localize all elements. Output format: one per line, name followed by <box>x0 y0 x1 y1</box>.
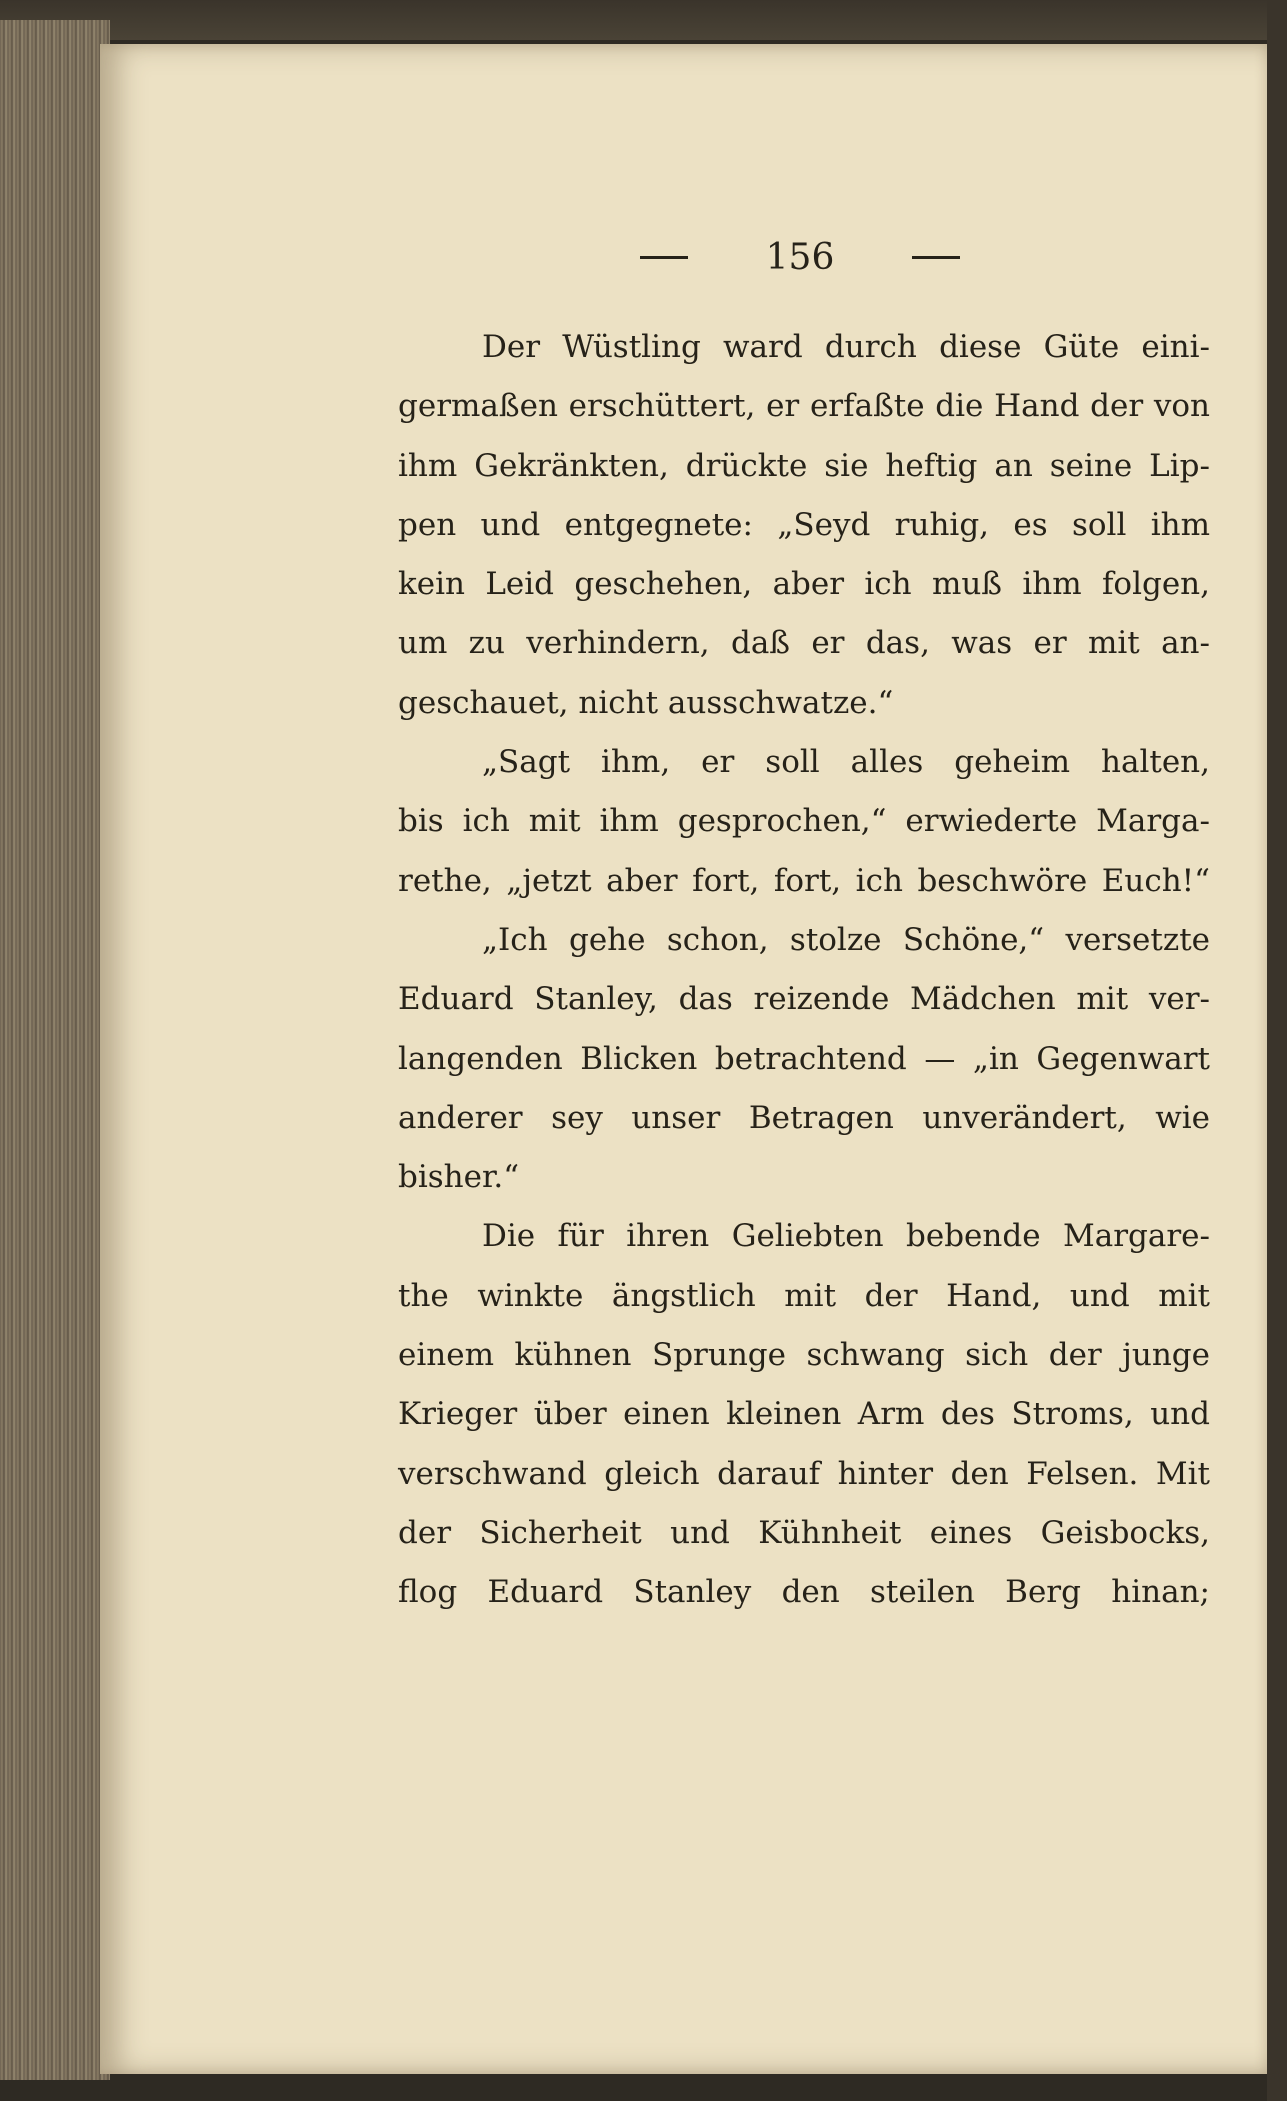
text-line: germaßen erschüttert, er erfaßte die Hand der von <box>398 388 1210 425</box>
text-line: pen und entgegnete: „Seyd ruhig, es soll ihm <box>398 506 1210 543</box>
text-line: bisher.“ <box>398 1159 520 1196</box>
text-line: anderer sey unser Betragen unverändert, wie <box>398 1099 1210 1136</box>
text-line: rethe, „jetzt aber fort, fort, ich beschwöre Euch!“ <box>398 862 1210 899</box>
text-line: ihm Gekränkten, drückte sie heftig an seine Lip- <box>398 447 1210 484</box>
header-dash-right <box>912 256 960 259</box>
header-dash-left <box>640 256 688 259</box>
text-line: flog Eduard Stanley den steilen Berg hinan; <box>398 1574 1210 1611</box>
text-line: kein Leid geschehen, aber ich muß ihm folgen, <box>398 566 1210 603</box>
text-line: Eduard Stanley, das reizende Mädchen mit ver- <box>398 981 1210 1018</box>
book-cover-edge <box>0 0 1287 40</box>
text-line: bis ich mit ihm gesprochen,“ erwiederte Marga- <box>398 803 1210 840</box>
text-line: „Ich gehe schon, stolze Schöne,“ versetzte <box>482 921 1210 958</box>
text-line: verschwand gleich darauf hinter den Felsen. Mit <box>398 1455 1210 1492</box>
text-line: geschauet, nicht ausschwatze.“ <box>398 684 894 721</box>
text-line: um zu verhindern, daß er das, was er mit an- <box>398 625 1210 662</box>
text-line: the winkte ängstlich mit der Hand, und mit <box>398 1277 1210 1314</box>
text-line: der Sicherheit und Kühnheit eines Geisbocks, <box>398 1514 1210 1551</box>
page-stack-edges <box>0 20 110 2080</box>
book-right-edge <box>1267 0 1287 2101</box>
body-text <box>398 318 1210 1623</box>
text-line: „Sagt ihm, er soll alles geheim halten, <box>482 744 1210 781</box>
text-line: Die für ihren Geliebten bebende Margare- <box>482 1218 1210 1255</box>
text-line: Krieger über einen kleinen Arm des Stroms, und <box>398 1396 1210 1433</box>
page-header <box>640 232 960 282</box>
page-number: 156 <box>765 236 835 278</box>
text-line: langenden Blicken betrachtend — „in Gegenwart <box>398 1040 1210 1077</box>
text-line: einem kühnen Sprunge schwang sich der junge <box>398 1337 1210 1374</box>
text-line: Der Wüstling ward durch diese Güte eini- <box>482 329 1210 365</box>
